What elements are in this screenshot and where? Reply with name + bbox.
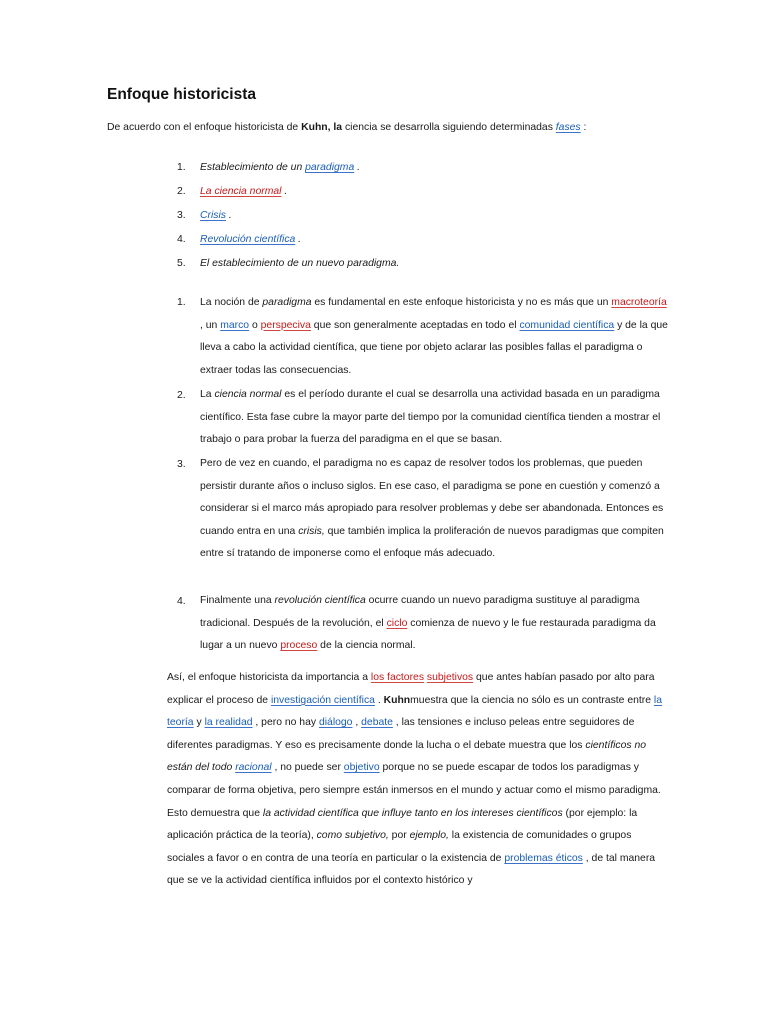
link-objetivo[interactable]: objetivo xyxy=(343,762,380,774)
text: , de tal manera que se ve la actividad científica influidos por el contexto histórico y xyxy=(167,852,656,887)
para-text xyxy=(200,458,664,559)
link-marco[interactable]: marco xyxy=(220,319,250,331)
closing-paragraph xyxy=(167,667,667,893)
link-la-teoria[interactable]: la teoría xyxy=(167,694,662,729)
list-number: 5. xyxy=(177,258,186,269)
phase-text: . xyxy=(281,186,288,197)
italic-term: paradigma xyxy=(262,297,312,308)
link-problemas-eticos[interactable]: problemas éticos xyxy=(504,852,583,864)
link-paradigma[interactable]: paradigma xyxy=(305,162,355,173)
list-number: 1. xyxy=(177,162,186,173)
text: y de la que lleva a cabo la actividad científica, que tiene por objeto aclarar las posibles fallas el paradigma o extraer todas las consecuencias. xyxy=(200,319,668,376)
text: , xyxy=(352,717,362,729)
link-ciclo[interactable]: ciclo xyxy=(386,617,408,629)
phase-item xyxy=(200,162,360,173)
text: Pero de vez en cuando, el paradigma no es capaz de resolver todos los problemas, que pueden persistir durante años o incluso siglos. En ese caso, el paradigma se pone en cuestión y comenzó a considerar si el marco más apropiado para resolver problemas y debe ser abandonada. Entonces es cuando entra en una xyxy=(200,458,664,537)
text: La xyxy=(200,389,215,400)
link-proceso[interactable]: proceso xyxy=(280,640,318,652)
list-number: 1. xyxy=(177,297,186,308)
text: . xyxy=(374,694,384,706)
phase-item xyxy=(200,186,287,197)
phase-item xyxy=(200,258,399,269)
link-fases[interactable]: fases xyxy=(555,122,581,133)
list-number: 3. xyxy=(177,459,186,470)
link-crisis[interactable]: Crisis xyxy=(200,210,226,221)
text: la existencia de comunidades o grupos sociales a favor o en contra de una teoría en particular o la existencia de xyxy=(167,830,632,864)
text: (por ejemplo: la aplicación práctica de la teoría), xyxy=(167,807,638,842)
text: , un xyxy=(200,319,221,331)
explanation-item xyxy=(200,453,670,566)
para-text xyxy=(200,297,668,376)
link-los-factores[interactable]: los factores xyxy=(370,672,425,683)
list-number: 3. xyxy=(177,210,186,221)
intro-text: De acuerdo con el enfoque historicista de xyxy=(107,122,302,133)
text: que antes habían pasado por alto para explicar el proceso de xyxy=(167,672,655,706)
link-comunidad-cientifica[interactable]: comunidad científica xyxy=(519,319,615,331)
text: que también implica la proliferación de nuevos paradigmas que compiten entre sí tratando de imponerse como el enfoque más adecuado. xyxy=(200,525,664,560)
link-debate[interactable]: debate xyxy=(361,717,393,729)
phase-text: . xyxy=(225,210,232,221)
italic-term: como subjetivo, xyxy=(316,830,389,842)
link-ciencia-normal[interactable]: La ciencia normal xyxy=(200,186,282,197)
text: por xyxy=(388,830,410,842)
link-macroteoria[interactable]: macroteoría xyxy=(611,297,667,308)
italic-term: científicos no están del todo xyxy=(167,739,647,774)
list-number: 4. xyxy=(177,596,186,607)
text: La noción de xyxy=(200,297,263,308)
link-perspeciva[interactable]: perspeciva xyxy=(260,319,311,331)
kuhn-bold: Kuhn xyxy=(383,694,411,706)
intro-text: ciencia se desarrolla siguiendo determinadas xyxy=(342,122,556,133)
text: ocurre cuando un nuevo paradigma sustituye al paradigma tradicional. Después de la revolución, el xyxy=(200,595,640,629)
explanation-item xyxy=(200,590,670,658)
italic-term: ejemplo, xyxy=(409,830,449,842)
text: que son generalmente aceptadas en todo el xyxy=(310,319,520,331)
text: o xyxy=(249,319,261,331)
intro-text: : xyxy=(580,122,587,133)
list-number: 4. xyxy=(177,234,186,245)
phase-item xyxy=(200,234,301,245)
para-text xyxy=(200,389,660,445)
text: y xyxy=(193,717,205,729)
intro-paragraph xyxy=(107,122,586,133)
text: Finalmente una xyxy=(200,595,275,606)
phase-text: . xyxy=(295,234,302,245)
list-number: 2. xyxy=(177,390,186,401)
kuhn-bold: Kuhn, la xyxy=(301,122,343,133)
explanation-item xyxy=(200,384,670,452)
text: , no puede ser xyxy=(271,762,344,774)
italic-term: ciencia normal xyxy=(214,389,282,400)
link-revolucion-cientifica[interactable]: Revolución científica xyxy=(200,234,296,245)
phase-text: El establecimiento de un nuevo paradigma. xyxy=(200,258,400,269)
text: es fundamental en este enfoque historicista y no es más que un xyxy=(311,297,612,308)
text: Así, el enfoque historicista da importancia a xyxy=(167,672,371,683)
list-number: 2. xyxy=(177,186,186,197)
link-investigacion-cientifica[interactable]: investigación científica xyxy=(270,694,375,706)
text: , pero no hay xyxy=(252,717,319,729)
link-subjetivos[interactable]: subjetivos xyxy=(426,672,474,683)
text: comienza de nuevo y le fue restaurada paradigma da lugar a un nuevo xyxy=(200,617,656,652)
link-la-realidad[interactable]: la realidad xyxy=(204,717,253,729)
italic-term: revolución científica xyxy=(274,595,366,606)
italic-term: crisis, xyxy=(298,525,325,537)
phase-item xyxy=(200,210,232,221)
phase-text: Establecimiento de un xyxy=(200,162,306,173)
para-text xyxy=(200,595,656,651)
text: muestra que la ciencia no sólo es un contraste entre xyxy=(410,694,654,706)
italic-term: la actividad científica que influye tanto en los intereses científicos xyxy=(262,807,563,819)
link-dialogo[interactable]: diálogo xyxy=(318,717,353,729)
text: porque no se puede escapar de todos los paradigmas y comparar de forma objetiva, pero siempre están inmersos en el mundo y actuar como el mismo paradigma. Esto demuestra que xyxy=(167,762,661,819)
text: es el período durante el cual se desarrolla una actividad basada en un paradigma científico. Esta fase cubre la mayor parte del tiempo por la comunidad científica tienden a mostrar el trabajo o para probar la fuerza del paradigma en el que se basan. xyxy=(200,389,661,446)
page-title: Enfoque historicista xyxy=(107,86,256,103)
phase-text: . xyxy=(354,162,361,173)
text: de la ciencia normal. xyxy=(317,640,416,652)
link-racional[interactable]: racional xyxy=(235,762,272,774)
text: , las tensiones e incluso peleas entre seguidores de diferentes paradigmas. Y eso es precisamente donde la lucha o el debate muestra que los xyxy=(167,717,635,751)
explanation-item xyxy=(200,292,670,382)
